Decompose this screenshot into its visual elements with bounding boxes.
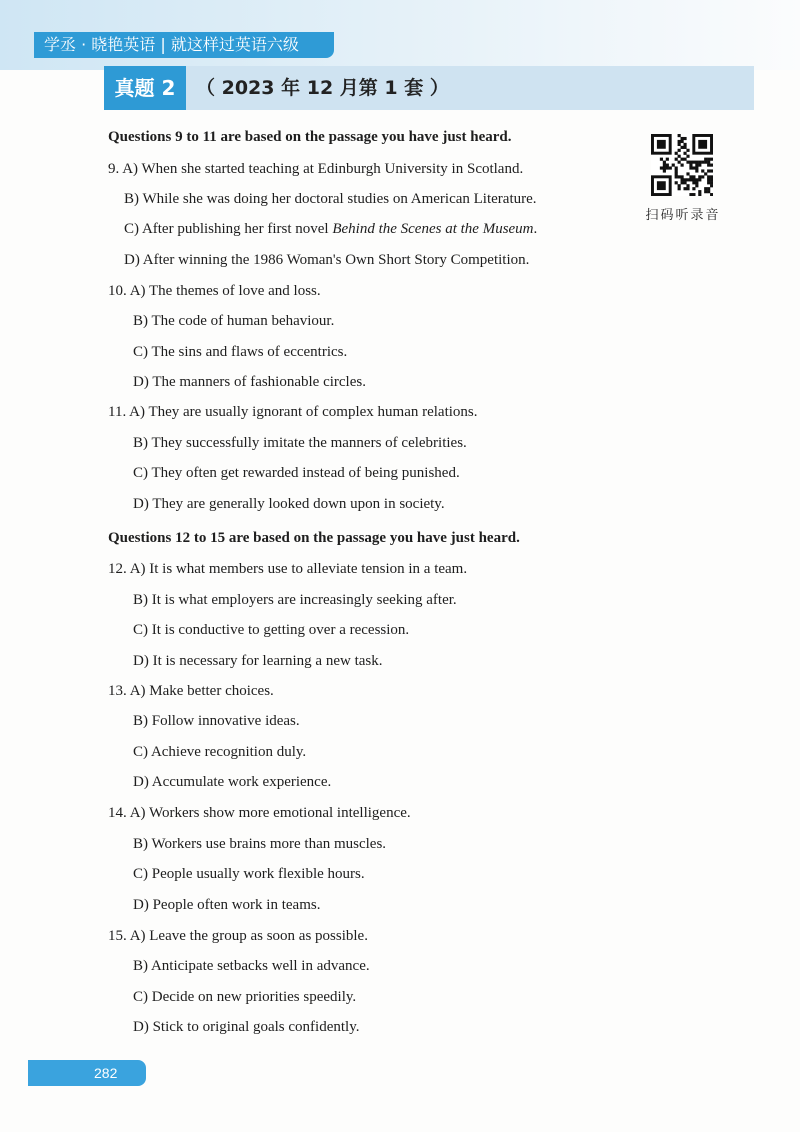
question-number: 9. <box>108 161 123 177</box>
option-text: They successfully imitate the manners of celebrities. <box>151 435 467 451</box>
option-label: D) <box>133 774 152 790</box>
option-text: Workers use brains more than muscles. <box>151 836 387 852</box>
option-label: A) <box>129 561 150 577</box>
answer-option <box>133 836 386 853</box>
answer-option <box>133 897 320 914</box>
qr-caption: 扫码听录音 <box>645 208 721 223</box>
answer-option <box>133 435 467 452</box>
option-text: People usually work flexible hours. <box>151 866 365 882</box>
answer-option <box>133 989 356 1006</box>
page-number: 282 <box>94 1065 118 1081</box>
question-number: 11. <box>108 404 130 420</box>
exam-date: （ 2023 年 12 月第 1 套 ） <box>196 77 449 99</box>
option-label: D) <box>133 653 153 669</box>
answer-option <box>108 161 523 178</box>
option-text: Make better choices. <box>149 683 274 699</box>
option-text: After publishing her first novel <box>141 221 333 237</box>
answer-option <box>133 592 457 609</box>
option-label: B) <box>133 435 152 451</box>
option-label: B) <box>133 713 152 729</box>
answer-option <box>108 805 411 822</box>
qr-code-icon[interactable] <box>651 134 713 196</box>
option-label: C) <box>133 344 152 360</box>
option-text: Anticipate setbacks well in advance. <box>150 958 370 974</box>
option-text: The code of human behaviour. <box>151 313 335 329</box>
answer-option <box>133 958 370 975</box>
section-heading: Questions 12 to 15 are based on the passage you have just heard. <box>108 530 520 546</box>
option-label: B) <box>133 958 151 974</box>
option-text: It is conductive to getting over a recession. <box>151 622 410 638</box>
answer-option <box>133 496 445 513</box>
option-label: A) <box>129 683 150 699</box>
answer-option <box>133 713 300 730</box>
answer-option <box>108 561 467 578</box>
option-label: A) <box>129 805 149 821</box>
answer-option <box>133 653 383 670</box>
option-label: A) <box>129 404 149 420</box>
option-text: Workers show more emotional intelligence. <box>149 805 411 821</box>
answer-option <box>133 344 347 361</box>
option-label: D) <box>133 374 153 390</box>
option-label: D) <box>124 252 143 268</box>
option-label: D) <box>133 897 153 913</box>
option-text: It is what members use to alleviate tension in a team. <box>149 561 468 577</box>
series-title: 学丞 · 晓艳英语 | 就这样过英语六级 <box>34 32 334 58</box>
answer-option <box>124 191 537 208</box>
answer-option <box>108 683 274 700</box>
answer-option <box>133 465 460 482</box>
option-label: B) <box>124 191 143 207</box>
option-text: The themes of love and loss. <box>149 283 321 299</box>
page-number-band <box>28 1060 146 1086</box>
option-text: Follow innovative ideas. <box>151 713 300 729</box>
option-text: They are generally looked down upon in society. <box>152 496 445 512</box>
answer-option <box>124 252 529 269</box>
question-number: 14. <box>108 805 130 821</box>
section-heading: Questions 9 to 11 are based on the passage you have just heard. <box>108 129 512 145</box>
option-label: B) <box>133 313 152 329</box>
answer-option <box>133 374 366 391</box>
option-label: A) <box>129 283 149 299</box>
option-label: D) <box>133 496 153 512</box>
option-text: The sins and flaws of eccentrics. <box>151 344 348 360</box>
answer-option <box>124 221 537 238</box>
answer-option <box>108 928 368 945</box>
exam-tag: 真题 2 <box>104 66 186 110</box>
option-text: Stick to original goals confidently. <box>152 1019 360 1035</box>
option-label: A) <box>129 928 150 944</box>
option-label: B) <box>133 836 152 852</box>
option-label: A) <box>122 161 142 177</box>
option-text: It is what employers are increasingly seeking after. <box>151 592 457 608</box>
option-label: D) <box>133 1019 153 1035</box>
option-text: When she started teaching at Edinburgh University in Scotland. <box>141 161 524 177</box>
option-label: C) <box>133 465 152 481</box>
option-text-tail: . <box>533 221 538 237</box>
option-label: C) <box>124 221 142 237</box>
option-label: C) <box>133 744 151 760</box>
option-text: The manners of fashionable circles. <box>152 374 366 390</box>
answer-option <box>133 1019 360 1036</box>
option-text: Leave the group as soon as possible. <box>149 928 368 944</box>
answer-option <box>133 744 306 761</box>
answer-option <box>133 313 334 330</box>
question-number: 15. <box>108 928 130 944</box>
question-number: 13. <box>108 683 130 699</box>
answer-option <box>108 404 478 421</box>
option-text: Decide on new priorities speedily. <box>151 989 357 1005</box>
option-text: It is necessary for learning a new task. <box>152 653 383 669</box>
option-text: People often work in teams. <box>152 897 321 913</box>
answer-option <box>133 774 331 791</box>
option-label: C) <box>133 866 152 882</box>
option-label: B) <box>133 592 152 608</box>
option-text: Accumulate work experience. <box>151 774 332 790</box>
option-label: C) <box>133 622 152 638</box>
option-text: They often get rewarded instead of being punished. <box>151 465 460 481</box>
option-text: While she was doing her doctoral studies on American Literature. <box>142 191 537 207</box>
question-number: 12. <box>108 561 130 577</box>
book-title: Behind the Scenes at the Museum <box>332 221 534 237</box>
answer-option <box>108 283 321 300</box>
option-label: C) <box>133 989 152 1005</box>
question-number: 10. <box>108 283 130 299</box>
option-text: They are usually ignorant of complex human relations. <box>148 404 478 420</box>
answer-option <box>133 622 409 639</box>
answer-option <box>133 866 365 883</box>
option-text: After winning the 1986 Woman's Own Short Story Competition. <box>142 252 530 268</box>
option-text: Achieve recognition duly. <box>150 744 307 760</box>
